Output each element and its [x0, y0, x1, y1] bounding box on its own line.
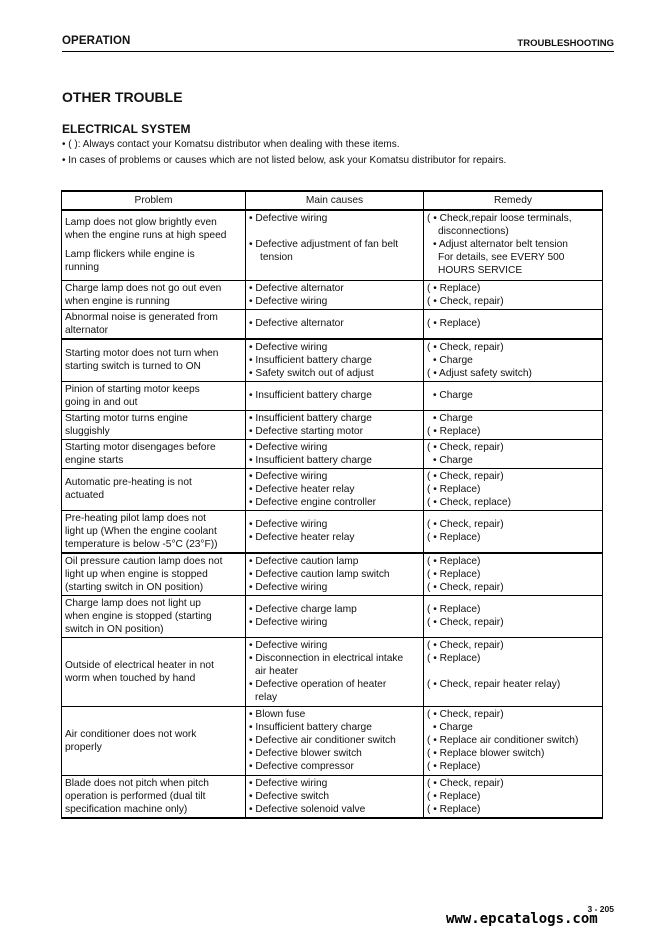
- problem-text: properly: [65, 741, 102, 753]
- problem-cell: [62, 553, 246, 596]
- problem-text: when the engine runs at high speed: [65, 230, 227, 242]
- cause-item: • Defective compressor: [249, 761, 354, 772]
- table-row: [62, 637, 603, 706]
- problem-text: going in and out: [65, 396, 138, 408]
- column-header-causes: Main causes: [246, 191, 424, 210]
- remedy-item: ( • Replace): [427, 568, 481, 580]
- remedy-item: ( • Check, repair): [427, 777, 504, 789]
- table-header-row: [62, 191, 603, 210]
- problem-text: sluggishly: [65, 425, 110, 437]
- column-header-problem: Problem: [62, 191, 246, 210]
- remedy-item: [427, 665, 600, 678]
- problem-text: Starting motor disengages before: [65, 441, 216, 453]
- problem-text: temperature is below -5°C (23°F)): [65, 538, 218, 550]
- problem-text: Lamp does not glow brightly even: [65, 217, 217, 229]
- cause-item: • Defective wiring: [249, 441, 328, 453]
- remedy-item: ( • Check, repair): [427, 640, 504, 651]
- causes-cell: [246, 210, 424, 280]
- causes-cell: [246, 595, 424, 637]
- causes-cell: [246, 410, 424, 439]
- causes-cell: [246, 309, 424, 339]
- column-header-remedy: Remedy: [424, 191, 603, 210]
- problem-text: engine starts: [65, 454, 124, 466]
- table-row: [62, 280, 603, 309]
- notes: [62, 137, 622, 169]
- problem-cell: [62, 309, 246, 339]
- remedy-item: ( • Check, repair): [427, 441, 504, 453]
- problem-text: Lamp flickers while engine is: [65, 249, 195, 261]
- problem-text: Charge lamp does not go out even: [65, 282, 222, 294]
- remedy-item: • Charge: [433, 454, 473, 466]
- causes-cell: [246, 510, 424, 553]
- problem-text: light up when engine is stopped: [65, 568, 208, 580]
- cause-item: • Defective air conditioner switch: [249, 735, 396, 746]
- problem-cell: [62, 637, 246, 706]
- remedy-item: ( • Replace): [427, 425, 481, 437]
- cause-item: • Disconnection in electrical intake: [249, 653, 404, 664]
- remedy-item: ( • Replace): [427, 803, 481, 815]
- section-subtitle: ELECTRICAL SYSTEM: [62, 122, 191, 136]
- problem-cell: [62, 210, 246, 280]
- problem-cell: [62, 510, 246, 553]
- remedy-cell: [424, 210, 603, 280]
- cause-item: • Defective heater relay: [249, 483, 355, 495]
- problem-text: Abnormal noise is generated from: [65, 311, 218, 323]
- cause-item: • Defective solenoid valve: [249, 803, 366, 815]
- remedy-cell: [424, 309, 603, 339]
- cause-item: tension: [260, 252, 293, 263]
- problem-text: Starting motor does not turn when: [65, 348, 219, 359]
- remedy-cell: [424, 595, 603, 637]
- table-row: [62, 381, 603, 410]
- remedy-item: ( • Check,repair loose terminals,: [427, 213, 572, 224]
- causes-cell: [246, 637, 424, 706]
- problem-cell: [62, 339, 246, 382]
- table-row: [62, 553, 603, 596]
- problem-text: alternator: [65, 324, 109, 336]
- problem-text: Pinion of starting motor keeps: [65, 383, 200, 395]
- page-number: 3 - 205: [587, 904, 614, 914]
- problem-text: Pre-heating pilot lamp does not: [65, 512, 207, 524]
- remedy-cell: [424, 439, 603, 468]
- cause-item: • Defective wiring: [249, 640, 328, 651]
- remedy-cell: [424, 775, 603, 818]
- problem-text: specification machine only): [65, 803, 188, 815]
- remedy-item: HOURS SERVICE: [438, 265, 523, 276]
- problem-text: Outside of electrical heater in not: [65, 659, 214, 671]
- table-row: [62, 439, 603, 468]
- remedy-item: ( • Check, repair): [427, 709, 504, 720]
- remedy-cell: [424, 637, 603, 706]
- problem-cell: [62, 439, 246, 468]
- remedy-item: ( • Check, replace): [427, 496, 511, 508]
- table-row: [62, 706, 603, 775]
- cause-item: • Insufficient battery charge: [249, 412, 372, 424]
- remedy-item: ( • Check, repair): [427, 617, 504, 628]
- problem-text: light up (When the engine coolant: [65, 525, 217, 537]
- remedy-item: [427, 691, 600, 704]
- problem-text: Oil pressure caution lamp does not: [65, 555, 223, 567]
- remedy-cell: [424, 280, 603, 309]
- remedy-item: • Adjust alternator belt tension: [433, 239, 568, 250]
- remedy-item: ( • Replace): [427, 761, 481, 772]
- remedy-item: ( • Check, repair): [427, 519, 504, 530]
- cause-item: • Defective charge lamp: [249, 604, 357, 615]
- remedy-item: For details, see EVERY 500: [438, 252, 565, 263]
- remedy-item: • Charge: [433, 412, 473, 424]
- remedy-item: ( • Check, repair): [427, 341, 504, 353]
- causes-cell: [246, 775, 424, 818]
- problem-text: actuated: [65, 490, 105, 501]
- cause-item: • Defective adjustment of fan belt: [249, 239, 399, 250]
- problem-cell: [62, 775, 246, 818]
- cause-item: • Defective caution lamp: [249, 555, 359, 567]
- problem-cell: [62, 381, 246, 410]
- note-item: • ( ): Always contact your Komatsu distributor when dealing with these items.: [62, 139, 400, 150]
- remedy-item: ( • Replace): [427, 555, 481, 567]
- table-row: [62, 210, 603, 280]
- causes-cell: [246, 339, 424, 382]
- problem-text: worm when touched by hand: [65, 672, 196, 684]
- remedy-item: ( • Adjust safety switch): [427, 367, 532, 379]
- cause-item: • Defective engine controller: [249, 496, 377, 508]
- remedy-cell: [424, 410, 603, 439]
- problem-text: Blade does not pitch when pitch: [65, 777, 209, 789]
- table-row: [62, 775, 603, 818]
- problem-text: when engine is stopped (starting: [65, 610, 212, 622]
- cause-item: • Defective blower switch: [249, 748, 362, 759]
- remedy-item: ( • Replace blower switch): [427, 748, 545, 759]
- cause-item: • Defective wiring: [249, 470, 328, 482]
- remedy-item: ( • Check, repair): [427, 295, 504, 307]
- cause-item: • Defective wiring: [249, 213, 328, 224]
- remedy-item: ( • Check, repair): [427, 581, 504, 593]
- problem-cell: [62, 468, 246, 510]
- problem-text: operation is performed (dual tilt: [65, 790, 206, 802]
- cause-item: • Insufficient battery charge: [249, 390, 372, 401]
- remedy-item: ( • Replace): [427, 790, 481, 802]
- problem-text: switch in ON position): [65, 623, 164, 635]
- causes-cell: [246, 706, 424, 775]
- cause-item: • Defective wiring: [249, 295, 328, 307]
- cause-item: • Defective alternator: [249, 282, 344, 294]
- causes-cell: [246, 439, 424, 468]
- chapter-header: TROUBLESHOOTING: [517, 38, 614, 49]
- problem-text: running: [65, 262, 99, 274]
- causes-cell: [246, 381, 424, 410]
- remedy-cell: [424, 381, 603, 410]
- cause-item: • Defective wiring: [249, 777, 328, 789]
- page-title: OTHER TROUBLE: [62, 89, 183, 105]
- table-row: [62, 510, 603, 553]
- cause-item: • Defective heater relay: [249, 532, 355, 543]
- cause-item: air heater: [255, 666, 299, 677]
- watermark-link[interactable]: www.epcatalogs.com: [446, 911, 598, 927]
- cause-item: • Defective alternator: [249, 318, 344, 329]
- note-item: • In cases of problems or causes which are not listed below, ask your Komatsu distributor for repairs.: [62, 155, 507, 166]
- remedy-cell: [424, 553, 603, 596]
- remedy-item: disconnections): [438, 226, 509, 237]
- table-row: [62, 595, 603, 637]
- cause-item: • Defective caution lamp switch: [249, 568, 390, 580]
- cause-item: • Insufficient battery charge: [249, 454, 372, 466]
- remedy-item: ( • Replace): [427, 653, 481, 664]
- cause-item: • Defective operation of heater: [249, 679, 387, 690]
- problem-text: (starting switch in ON position): [65, 581, 204, 593]
- section-header: OPERATION: [62, 35, 131, 47]
- problem-text: Air conditioner does not work: [65, 728, 197, 740]
- remedy-item: • Charge: [433, 354, 473, 366]
- problem-text: Charge lamp does not light up: [65, 597, 201, 609]
- cause-item: • Insufficient battery charge: [249, 722, 372, 733]
- table-row: [62, 309, 603, 339]
- table-row: [62, 410, 603, 439]
- problem-cell: [62, 410, 246, 439]
- remedy-cell: [424, 468, 603, 510]
- remedy-item: ( • Replace): [427, 282, 481, 294]
- problem-cell: [62, 280, 246, 309]
- problem-cell: [62, 706, 246, 775]
- table-row: [62, 468, 603, 510]
- troubleshooting-table: [61, 190, 603, 819]
- causes-cell: [246, 553, 424, 596]
- cause-item: relay: [255, 692, 278, 703]
- remedy-item: ( • Replace air conditioner switch): [427, 735, 579, 746]
- cause-item: • Defective wiring: [249, 617, 328, 628]
- cause-item: • Defective wiring: [249, 581, 328, 593]
- problem-text: Automatic pre-heating is not: [65, 477, 192, 488]
- problem-cell: [62, 595, 246, 637]
- remedy-item: ( • Replace): [427, 318, 481, 329]
- cause-item: • Blown fuse: [249, 709, 306, 720]
- remedy-item: ( • Check, repair heater relay): [427, 679, 561, 690]
- remedy-cell: [424, 339, 603, 382]
- problem-text: when engine is running: [65, 295, 170, 307]
- causes-cell: [246, 468, 424, 510]
- cause-item: • Defective wiring: [249, 341, 328, 353]
- cause-item: • Defective switch: [249, 790, 329, 802]
- remedy-cell: [424, 706, 603, 775]
- cause-item: • Insufficient battery charge: [249, 354, 372, 366]
- remedy-item: ( • Replace): [427, 532, 481, 543]
- remedy-item: ( • Check, repair): [427, 470, 504, 482]
- header-rule: [62, 51, 614, 52]
- cause-item: • Defective wiring: [249, 519, 328, 530]
- remedy-cell: [424, 510, 603, 553]
- cause-item: • Defective starting motor: [249, 425, 363, 437]
- remedy-item: ( • Replace): [427, 483, 481, 495]
- table-row: [62, 339, 603, 382]
- remedy-item: • Charge: [433, 722, 473, 733]
- cause-item: • Safety switch out of adjust: [249, 367, 374, 379]
- remedy-item: ( • Replace): [427, 604, 481, 615]
- remedy-item: • Charge: [433, 390, 473, 401]
- problem-text: starting switch is turned to ON: [65, 361, 201, 372]
- causes-cell: [246, 280, 424, 309]
- problem-text: Starting motor turns engine: [65, 412, 188, 424]
